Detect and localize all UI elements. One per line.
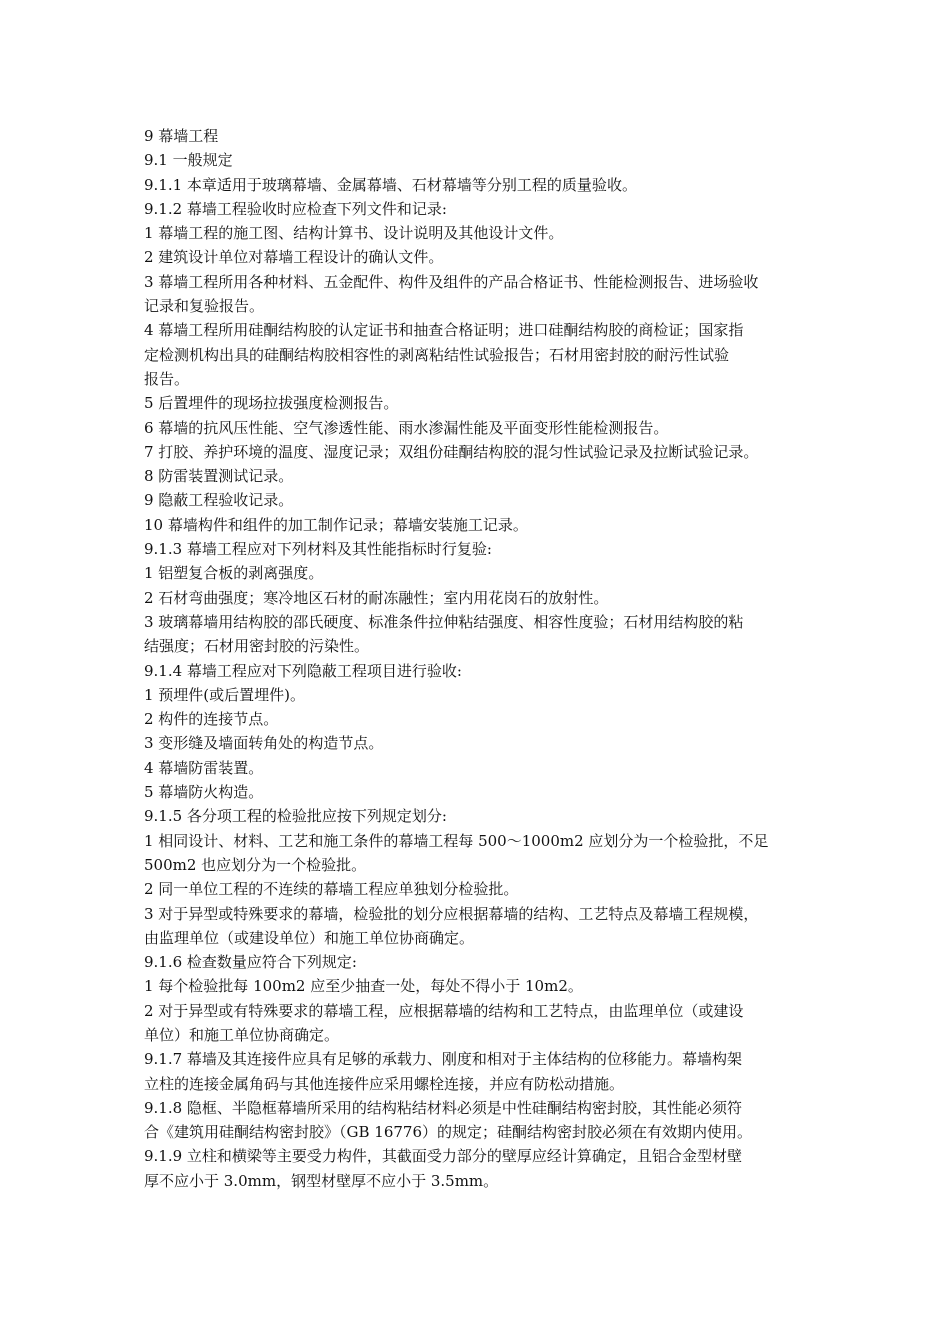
text-line: 3 幕墙工程所用各种材料、五金配件、构件及组件的产品合格证书、性能检测报告、进场验收 [144,272,759,291]
text-line: 9.1.1 本章适用于玻璃幕墙、金属幕墙、石材幕墙等分别工程的质量验收。 [144,175,637,194]
text-line: 1 相同设计、材料、工艺和施工条件的幕墙工程每 500～1000m2 应划分为一个检验批，不足 [144,831,769,850]
text-line: 3 玻璃幕墙用结构胶的邵氏硬度、标准条件拉伸粘结强度、相容性度验；石材用结构胶的粘 [144,612,744,631]
text-line: 2 构件的连接节点。 [144,710,279,729]
text-line: 合《建筑用硅酮结构密封胶》（GB 16776）的规定；硅酮结构密封胶必须在有效期内使用。 [144,1123,752,1142]
text-line: 9.1.6 检查数量应符合下列规定: [144,953,357,972]
text-line: 9.1.7 幕墙及其连接件应具有足够的承载力、刚度和相对于主体结构的位移能力。幕墙构架 [144,1050,742,1069]
text-line: 记录和复验报告。 [144,297,265,316]
text-line: 3 变形缝及墙面转角处的构造节点。 [144,734,384,753]
text-line: 由监理单位（或建设单位）和施工单位协商确定。 [144,928,475,947]
text-line: 8 防雷装置测试记录。 [144,467,294,486]
document-body [144,124,810,1193]
text-line: 报告。 [144,369,190,388]
text-line: 单位）和施工单位协商确定。 [144,1025,340,1044]
text-line: 6 幕墙的抗风压性能、空气渗透性能、雨水渗漏性能及平面变形性能检测报告。 [144,418,669,437]
text-line: 9.1.5 各分项工程的检验批应按下列规定划分: [144,807,447,826]
text-line: 9.1.2 幕墙工程验收时应检查下列文件和记录: [144,199,447,218]
text-line: 5 后置埋件的现场拉拔强度检测报告。 [144,394,399,413]
text-line: 2 同一单位工程的不连续的幕墙工程应单独划分检验批。 [144,880,519,899]
text-line: 1 每个检验批每 100m2 应至少抽查一处，每处不得小于 10m2。 [144,977,583,996]
text-line: 1 铝塑复合板的剥离强度。 [144,564,324,583]
text-line: 4 幕墙防雷装置。 [144,758,264,777]
text-line: 9.1.3 幕墙工程应对下列材料及其性能指标时行复验: [144,540,492,559]
text-line: 3 对于异型或特殊要求的幕墙，检验批的划分应根据幕墙的结构、工艺特点及幕墙工程规模， [144,904,759,923]
text-line: 9.1.4 幕墙工程应对下列隐蔽工程项目进行验收: [144,661,462,680]
text-line: 9 隐蔽工程验收记录。 [144,491,294,510]
text-line: 立柱的连接金属角码与其他连接件应采用螺栓连接，并应有防松动措施。 [144,1074,625,1093]
text-line: 5 幕墙防火构造。 [144,783,264,802]
text-line: 10 幕墙构件和组件的加工制作记录；幕墙安装施工记录。 [144,515,528,534]
text-line: 9.1 一般规定 [144,151,233,170]
text-line: 2 对于异型或有特殊要求的幕墙工程，应根据幕墙的结构和工艺特点，由监理单位（或建设 [144,1001,744,1020]
text-line: 厚不应小于 3.0mm，钢型材壁厚不应小于 3.5mm。 [144,1171,499,1190]
text-line: 2 石材弯曲强度；寒冷地区石材的耐冻融性；室内用花岗石的放射性。 [144,588,609,607]
text-line: 9.1.8 隐框、半隐框幕墙所采用的结构粘结材料必须是中性硅酮结构密封胶，其性能必须符 [144,1098,742,1117]
text-line: 定检测机构出具的硅酮结构胶相容性的剥离粘结性试验报告；石材用密封胶的耐污性试验 [144,345,730,364]
text-line: 1 预埋件(或后置埋件)。 [144,685,306,704]
text-line: 4 幕墙工程所用硅酮结构胶的认定证书和抽查合格证明；进口硅酮结构胶的商检证；国家指 [144,321,744,340]
text-line: 9 幕墙工程 [144,127,219,145]
text-line: 2 建筑设计单位对幕墙工程设计的确认文件。 [144,248,444,267]
text-line: 500m2 也应划分为一个检验批。 [144,855,367,874]
text-line: 9.1.9 立柱和横梁等主要受力构件，其截面受力部分的壁厚应经计算确定，且铝合金型材壁 [144,1147,742,1166]
text-line: 1 幕墙工程的施工图、结构计算书、设计说明及其他设计文件。 [144,224,564,243]
text-line: 7 打胶、养护环境的温度、湿度记录；双组份硅酮结构胶的混匀性试验记录及拉断试验记录。 [144,442,759,461]
text-line: 结强度；石材用密封胶的污染性。 [144,637,370,656]
